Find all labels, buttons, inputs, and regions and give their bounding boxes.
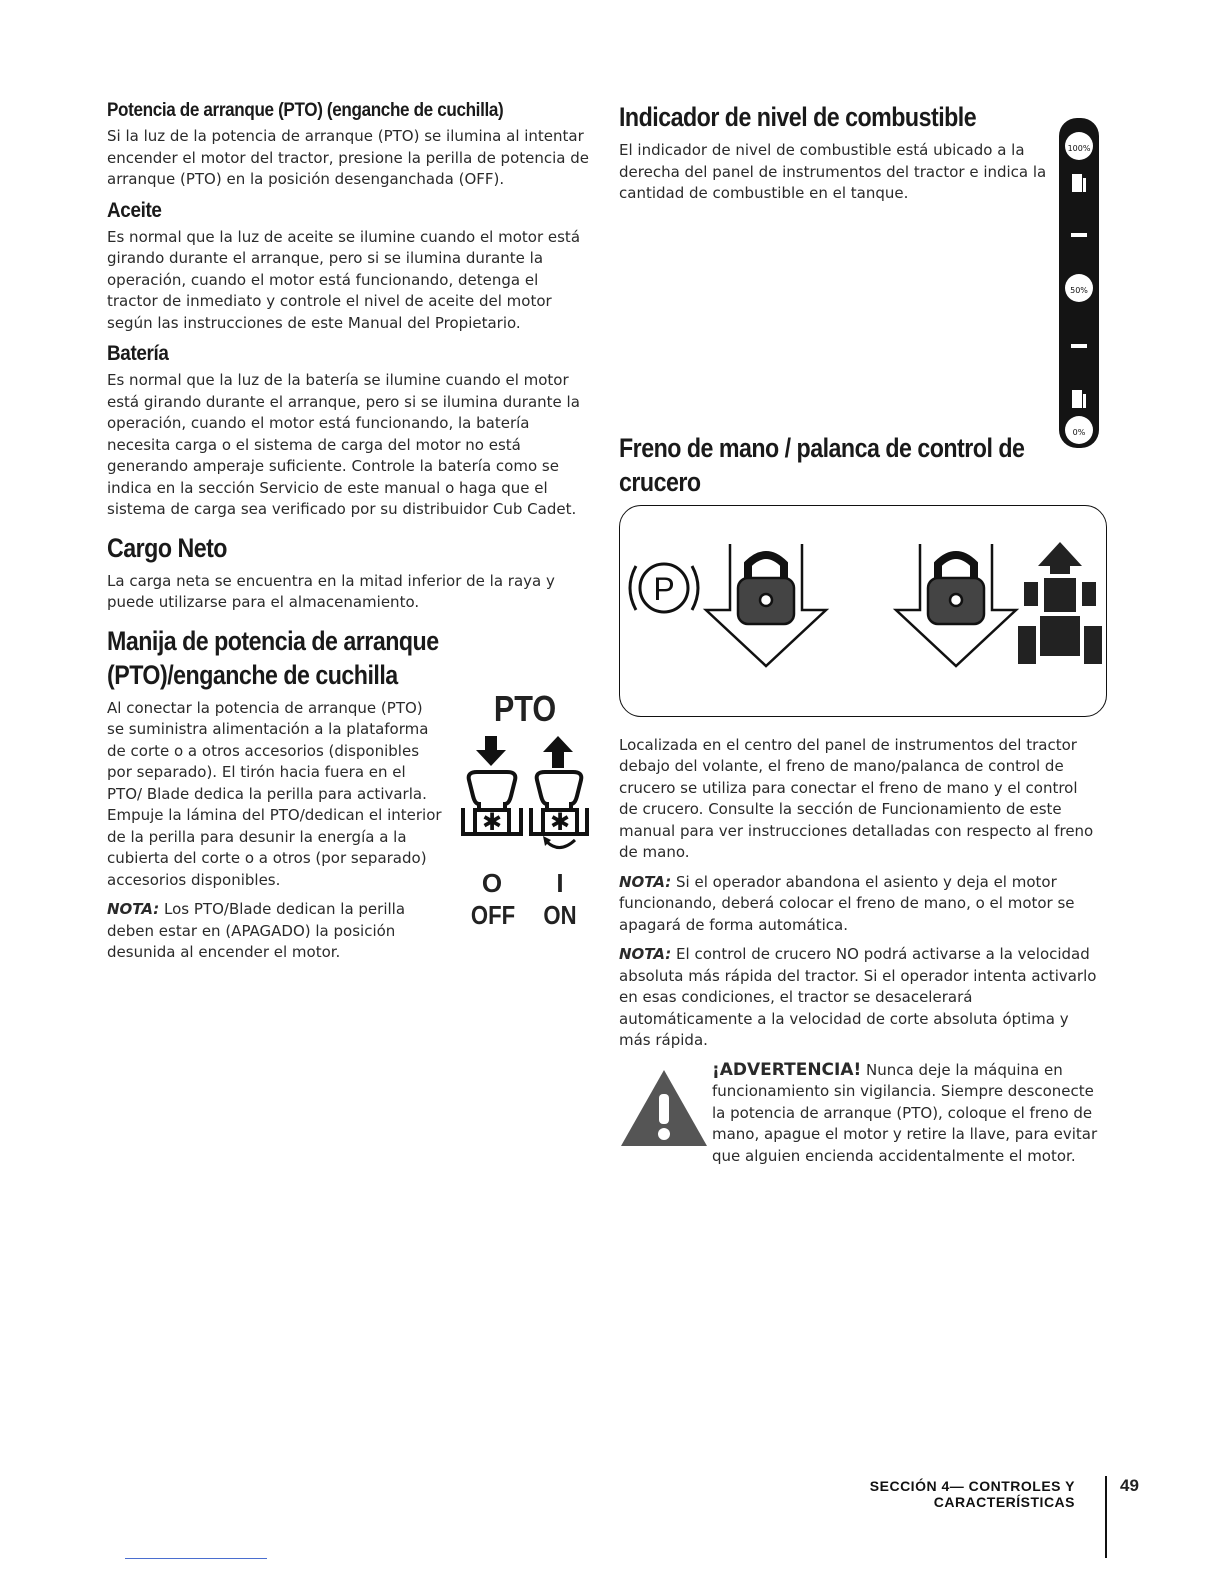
manija-pto-heading: Manija de potencia de arranque (PTO)/enganche de cuchilla [107, 625, 439, 690]
cargo-neto-body: La carga neta se encuentra en la mitad inferior de la raya y puede utilizarse para el almacenamiento. [107, 571, 555, 611]
manija-pto-text [107, 698, 442, 964]
freno-body: Localizada en el centro del panel de instrumentos del tractor debajo del volante, el freno de mano/palanca de control de crucero se utiliza para conectar el freno de mano y el control de crucero. Consulte la sección de Funcionamiento de este manual para ver instrucciones detalladas con respecto al freno de mano. [619, 735, 1094, 861]
manija-pto-body: Al conectar la potencia de arranque (PTO) se suministra alimentación a la plataforma de corte o a otros accesorios (disponibles por separado). El tirón hacia fuera en el PTO/ Blade dedica la perilla para activarla. Empuje la lámina del PTO/dedican el interior de la perilla para desunir la energía a la cubierta del corte o a otros (por separado) accesorios disponibles. [107, 698, 442, 889]
bateria-body: Es normal que la luz de la batería se ilumine cuando el motor está girando durante el arranque, pero si se ilumina durante la operación, cuando el motor está funcionando, la batería necesita carga o el sistema de carga del motor no está generando amperaje suficiente. Controle la batería como se indica en la sección Servicio de este manual o haga que el sistema de carga sea verificado por su distribuidor Cub Cadet. [107, 371, 580, 518]
on-symbol: I [556, 867, 564, 898]
lock-arrow-down-icon-2 [896, 544, 1016, 666]
page-number: 49 [1120, 1476, 1139, 1495]
arrow-down-icon [476, 736, 506, 766]
right-column [619, 100, 1099, 1175]
bottom-rule [125, 1558, 267, 1559]
warning-body: Nunca deje la máquina en funcionamiento sin vigilancia. Siempre desconecte la potencia de arranque (PTO), coloque el freno de mano, apague el motor y retire la llave, para evitar que alguien encienda accidentalmente el motor. [712, 1060, 1098, 1165]
gauge-tick-lower [1071, 344, 1087, 348]
gauge-label-100: 100% [1067, 144, 1091, 153]
freno-heading: Freno de mano / palanca de control de crucero [619, 432, 1025, 497]
knob-off-icon [463, 772, 521, 836]
arrow-up-icon [543, 736, 573, 768]
fuel-pump-icon-top [1072, 174, 1086, 192]
bateria-heading: Batería [107, 342, 169, 365]
warning-label: ¡ADVERTENCIA! [712, 1059, 862, 1080]
svg-text:✱: ✱ [481, 807, 503, 836]
pto-light-heading: Potencia de arranque (PTO) (enganche de cuchilla) [107, 100, 504, 121]
warning-text [712, 1060, 1102, 1168]
cruise-tractor-icon [1018, 542, 1102, 664]
off-symbol: O [481, 867, 503, 898]
pto-title: PTO [493, 687, 557, 729]
nota1-label: NOTA: [619, 872, 672, 891]
cargo-neto-heading: Cargo Neto [107, 532, 227, 563]
brake-symbols [620, 506, 1106, 716]
nota-label: NOTA: [107, 900, 160, 918]
footer-section-title: SECCIÓN 4— CONTROLES Y CARACTERÍSTICAS [869, 1478, 1075, 1510]
on-label: ON [543, 899, 577, 930]
left-column [107, 100, 593, 972]
fuel-gauge-icons [1059, 118, 1099, 448]
gauge-label-50: 50% [1070, 286, 1088, 295]
nota-body: Los PTO/Blade dedican la perilla deben estar en (APAGADO) la posición desunida al encender el motor. [107, 900, 406, 961]
warning-block [619, 1060, 1099, 1168]
nota2-body: El control de crucero NO podrá activarse a la velocidad absoluta más rápida del tractor. Si el operador intenta activarlo en esas condiciones, el tractor se desacelerará automáticamente a la velocidad de corte absoluta óptima y más rápida. [619, 945, 1097, 1049]
aceite-heading: Aceite [107, 198, 162, 222]
footer-divider [1105, 1476, 1107, 1558]
knob-on-icon [531, 772, 587, 848]
pto-figure [447, 688, 597, 948]
gauge-tick-upper [1071, 233, 1087, 237]
parking-brake-icon [630, 564, 698, 612]
freno-nota2 [619, 944, 1099, 1052]
manija-pto-nota [107, 899, 442, 964]
svg-text:✱: ✱ [549, 807, 571, 836]
aceite-body: Es normal que la luz de aceite se ilumine cuando el motor está girando durante el arranque, pero si se ilumina durante la operación, cuando el motor está funcionando, detenga el tractor de inmediato y controle el nivel de aceite del motor según las instrucciones de este Manual del Propietario. [107, 227, 581, 332]
fuel-gauge [1059, 118, 1099, 448]
off-label: OFF [470, 899, 516, 930]
fuel-pump-icon-bottom [1072, 390, 1086, 408]
combustible-body: El indicador de nivel de combustible está ubicado a la derecha del panel de instrumentos del tractor e indica la cantidad de combustible en el tanque. [619, 141, 1047, 202]
combustible-heading: Indicador de nivel de combustible [619, 102, 977, 132]
manija-pto-section [107, 687, 593, 964]
lock-arrow-down-icon-1 [706, 544, 826, 666]
nota2-label: NOTA: [619, 945, 672, 963]
pto-light-body: Si la luz de la potencia de arranque (PTO) se ilumina al intentar encender el motor del tractor, presione la perilla de potencia de arranque (PTO) en la posición desenganchada (OFF). [107, 127, 589, 188]
warning-triangle-icon [619, 1068, 709, 1148]
parking-p-letter: P [653, 570, 675, 607]
gauge-label-0: 0% [1072, 428, 1086, 437]
brake-icons-box [619, 505, 1107, 717]
nota1-body: Si el operador abandona el asiento y deja el motor funcionando, deberá colocar el freno de mano, o el motor se apagará de forma automática. [619, 872, 1075, 934]
freno-nota1 [619, 872, 1099, 937]
